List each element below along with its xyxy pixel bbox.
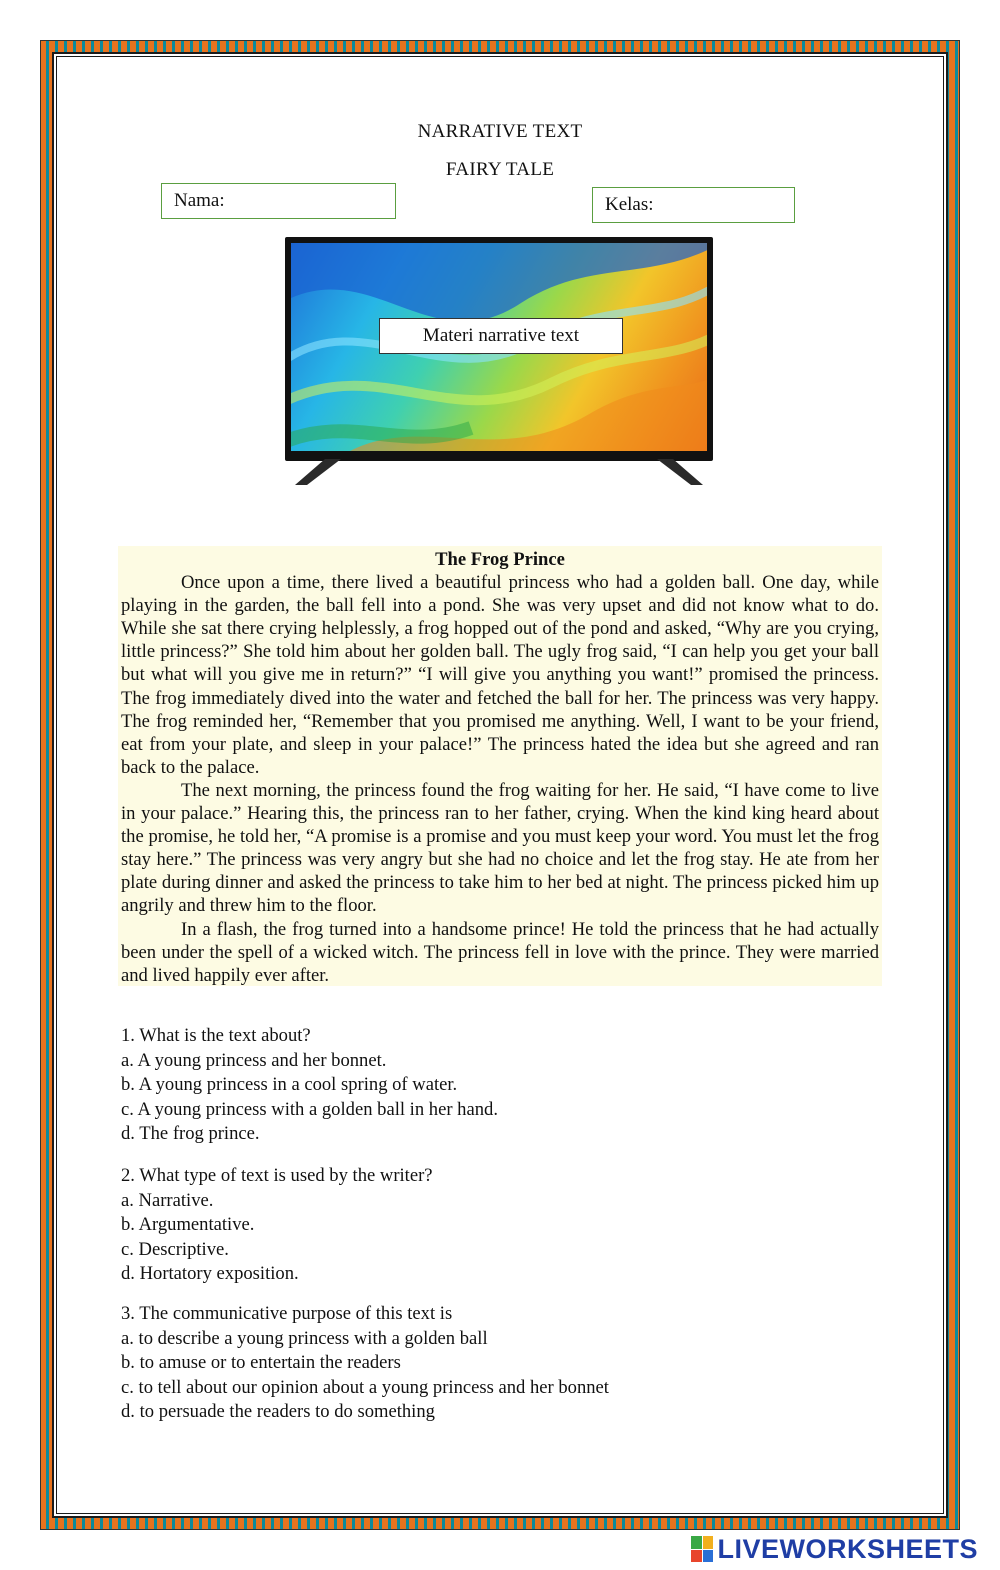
page-title: NARRATIVE TEXT — [417, 121, 583, 142]
tv-screen — [285, 237, 713, 461]
passage-paragraph: Once upon a time, there lived a beautiful princess who had a golden ball. One day, while playing in the garden, the ball fell into a pond. She was very upset and did not know what to do. While she sat there crying helplessly, a frog hopped out of the pond and asked, “Why are you crying, little princess?” She told him about her golden ball. The ugly frog said, “I can help you get your ball but what will you give me in return?” “I will give you anything you want!” promised the princess. The frog immediately dived into the water and fetched the ball for her. The princess was very happy. The frog reminded her, “Remember that you promised me anything. Well, I want to be your friend, eat from your plate, and sleep in your palace!” The princess hated the idea but she agreed and ran back to the palace. — [121, 572, 879, 778]
tv-stand — [285, 457, 713, 489]
question-text: 2. What type of text is used by the writer? — [121, 1165, 433, 1186]
question-3 — [121, 1302, 609, 1425]
answer-option[interactable]: a. Narrative. — [121, 1189, 214, 1211]
answer-option[interactable]: a. to describe a young princess with a golden ball — [121, 1327, 488, 1349]
answer-option[interactable]: d. The frog prince. — [121, 1123, 260, 1145]
answer-option[interactable]: c. A young princess with a golden ball in her hand. — [121, 1098, 498, 1120]
name-field[interactable] — [161, 183, 396, 219]
answer-option[interactable]: b. A young princess in a cool spring of water. — [121, 1074, 458, 1096]
class-field-label: Kelas: — [605, 194, 654, 215]
answer-option[interactable]: b. to amuse or to entertain the readers — [121, 1352, 401, 1374]
media-label: Materi narrative text — [422, 325, 580, 346]
answer-option[interactable]: b. Argumentative. — [121, 1214, 255, 1236]
reading-passage — [118, 546, 882, 986]
passage-paragraph: In a flash, the frog turned into a handsome prince! He told the princess that he had actually been under the spell of a wicked witch. The princess fell in love with the prince. They were married and lived happily ever after. — [121, 918, 879, 986]
question-text: 3. The communicative purpose of this text is — [121, 1303, 453, 1324]
answer-option[interactable]: c. to tell about our opinion about a young princess and her bonnet — [121, 1376, 609, 1398]
question-text: 1. What is the text about? — [121, 1025, 311, 1046]
answer-option[interactable]: c. Descriptive. — [121, 1238, 229, 1260]
answer-option[interactable]: d. Hortatory exposition. — [121, 1263, 299, 1285]
passage-paragraph: The next morning, the princess found the frog waiting for her. He said, “I have come to live in your palace.” Hearing this, the princess ran to her father, crying. When the kind king heard about the promise, he told her, “A promise is a promise and you must keep your word. You must let the frog stay here.” The princess was very angry but she had no choice and let the frog stay. He ate from her plate during dinner and asked the princess to take him to her bed at night. The princess picked him up angrily and threw him to the floor. — [121, 779, 879, 917]
question-1 — [121, 1024, 498, 1147]
brand-logo-icon — [691, 1536, 713, 1562]
brand-logo[interactable] — [691, 1532, 978, 1566]
answer-option[interactable]: d. to persuade the readers to do something — [121, 1401, 435, 1423]
name-field-label: Nama: — [174, 190, 225, 211]
class-field[interactable] — [592, 187, 795, 223]
media-button[interactable] — [379, 318, 623, 354]
brand-name: LIVEWORKSHEETS — [717, 1533, 978, 1564]
question-2 — [121, 1164, 433, 1287]
passage-title: The Frog Prince — [435, 549, 565, 570]
page-subtitle: FAIRY TALE — [445, 159, 555, 180]
tv-icon — [285, 237, 713, 489]
answer-option[interactable]: a. A young princess and her bonnet. — [121, 1049, 387, 1071]
